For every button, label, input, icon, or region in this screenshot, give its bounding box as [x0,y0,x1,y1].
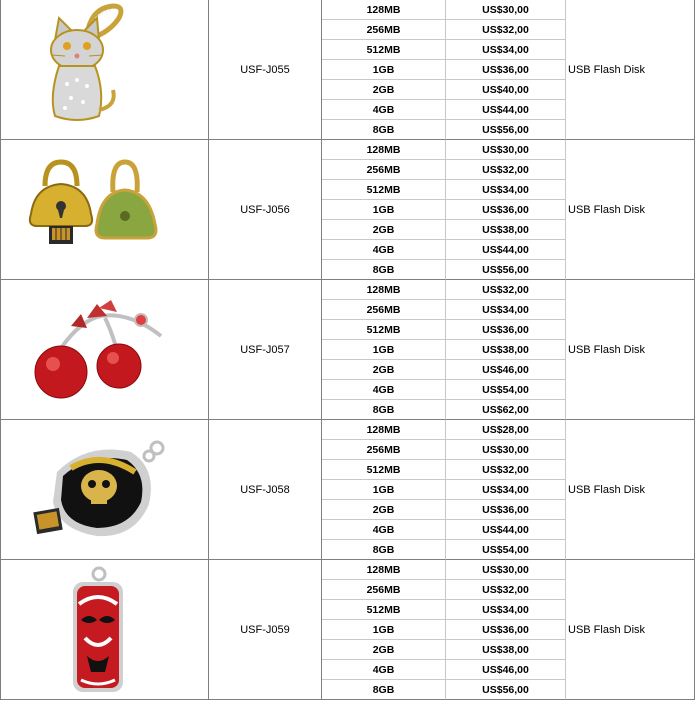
capacity-cell: 1GB [322,480,446,500]
capacity-cell: 2GB [322,640,446,660]
capacity-cell: 2GB [322,220,446,240]
opera-mask-usb-icon [1,560,208,699]
capacity-cell: 8GB [322,400,446,420]
price-cell: US$36,00 [446,200,566,220]
capacity-cell: 1GB [322,620,446,640]
capacity-cell: 128MB [322,0,446,20]
product-image-cell [0,0,209,140]
price-cell: US$56,00 [446,120,566,140]
capacity-cell: 2GB [322,360,446,380]
price-cell: US$62,00 [446,400,566,420]
capacity-cell: 512MB [322,460,446,480]
rhinestone-cat-usb-icon [1,0,208,139]
price-cell: US$44,00 [446,100,566,120]
capacity-cell: 8GB [322,120,446,140]
price-cell: US$28,00 [446,420,566,440]
capacity-cell: 4GB [322,660,446,680]
price-cell: US$30,00 [446,140,566,160]
price-cell: US$54,00 [446,540,566,560]
product-description: USB Flash Disk [566,0,695,140]
product-image-cell [0,280,209,420]
capacity-cell: 4GB [322,520,446,540]
capacity-cell: 256MB [322,440,446,460]
price-cell: US$38,00 [446,640,566,660]
capacity-cell: 2GB [322,80,446,100]
capacity-cell: 256MB [322,160,446,180]
capacity-cell: 2GB [322,500,446,520]
crystal-cherries-usb-icon [1,280,208,419]
product-description: USB Flash Disk [566,420,695,560]
price-cell: US$40,00 [446,80,566,100]
price-cell: US$32,00 [446,460,566,480]
product-description: USB Flash Disk [566,280,695,420]
price-cell: US$30,00 [446,440,566,460]
padlock-pair-usb-icon [1,140,208,279]
price-cell: US$34,00 [446,600,566,620]
capacity-cell: 4GB [322,380,446,400]
price-cell: US$32,00 [446,160,566,180]
capacity-cell: 8GB [322,260,446,280]
product-image-cell [0,140,209,280]
capacity-cell: 128MB [322,560,446,580]
product-description: USB Flash Disk [566,140,695,280]
product-code: USF-J057 [209,280,322,420]
price-cell: US$36,00 [446,60,566,80]
price-cell: US$36,00 [446,320,566,340]
capacity-cell: 4GB [322,100,446,120]
product-image-cell [0,560,209,700]
price-cell: US$32,00 [446,280,566,300]
capacity-cell: 1GB [322,340,446,360]
product-code: USF-J059 [209,560,322,700]
capacity-cell: 512MB [322,600,446,620]
product-image-cell [0,420,209,560]
product-code: USF-J055 [209,0,322,140]
price-cell: US$34,00 [446,180,566,200]
price-cell: US$56,00 [446,680,566,700]
skull-pendant-usb-icon [1,420,208,559]
price-cell: US$34,00 [446,300,566,320]
capacity-cell: 8GB [322,680,446,700]
capacity-cell: 256MB [322,300,446,320]
product-description: USB Flash Disk [566,560,695,700]
capacity-cell: 8GB [322,540,446,560]
price-cell: US$36,00 [446,620,566,640]
capacity-cell: 512MB [322,180,446,200]
capacity-cell: 1GB [322,60,446,80]
price-cell: US$54,00 [446,380,566,400]
price-cell: US$34,00 [446,40,566,60]
price-cell: US$56,00 [446,260,566,280]
capacity-cell: 128MB [322,420,446,440]
price-cell: US$46,00 [446,360,566,380]
price-cell: US$44,00 [446,520,566,540]
product-code: USF-J058 [209,420,322,560]
capacity-cell: 128MB [322,280,446,300]
capacity-cell: 1GB [322,200,446,220]
capacity-cell: 4GB [322,240,446,260]
price-cell: US$38,00 [446,340,566,360]
capacity-cell: 256MB [322,580,446,600]
price-cell: US$38,00 [446,220,566,240]
capacity-cell: 128MB [322,140,446,160]
price-cell: US$36,00 [446,500,566,520]
capacity-cell: 256MB [322,20,446,40]
price-cell: US$32,00 [446,20,566,40]
price-cell: US$32,00 [446,580,566,600]
price-cell: US$46,00 [446,660,566,680]
price-cell: US$30,00 [446,0,566,20]
price-cell: US$44,00 [446,240,566,260]
price-cell: US$34,00 [446,480,566,500]
price-cell: US$30,00 [446,560,566,580]
capacity-cell: 512MB [322,40,446,60]
product-code: USF-J056 [209,140,322,280]
capacity-cell: 512MB [322,320,446,340]
